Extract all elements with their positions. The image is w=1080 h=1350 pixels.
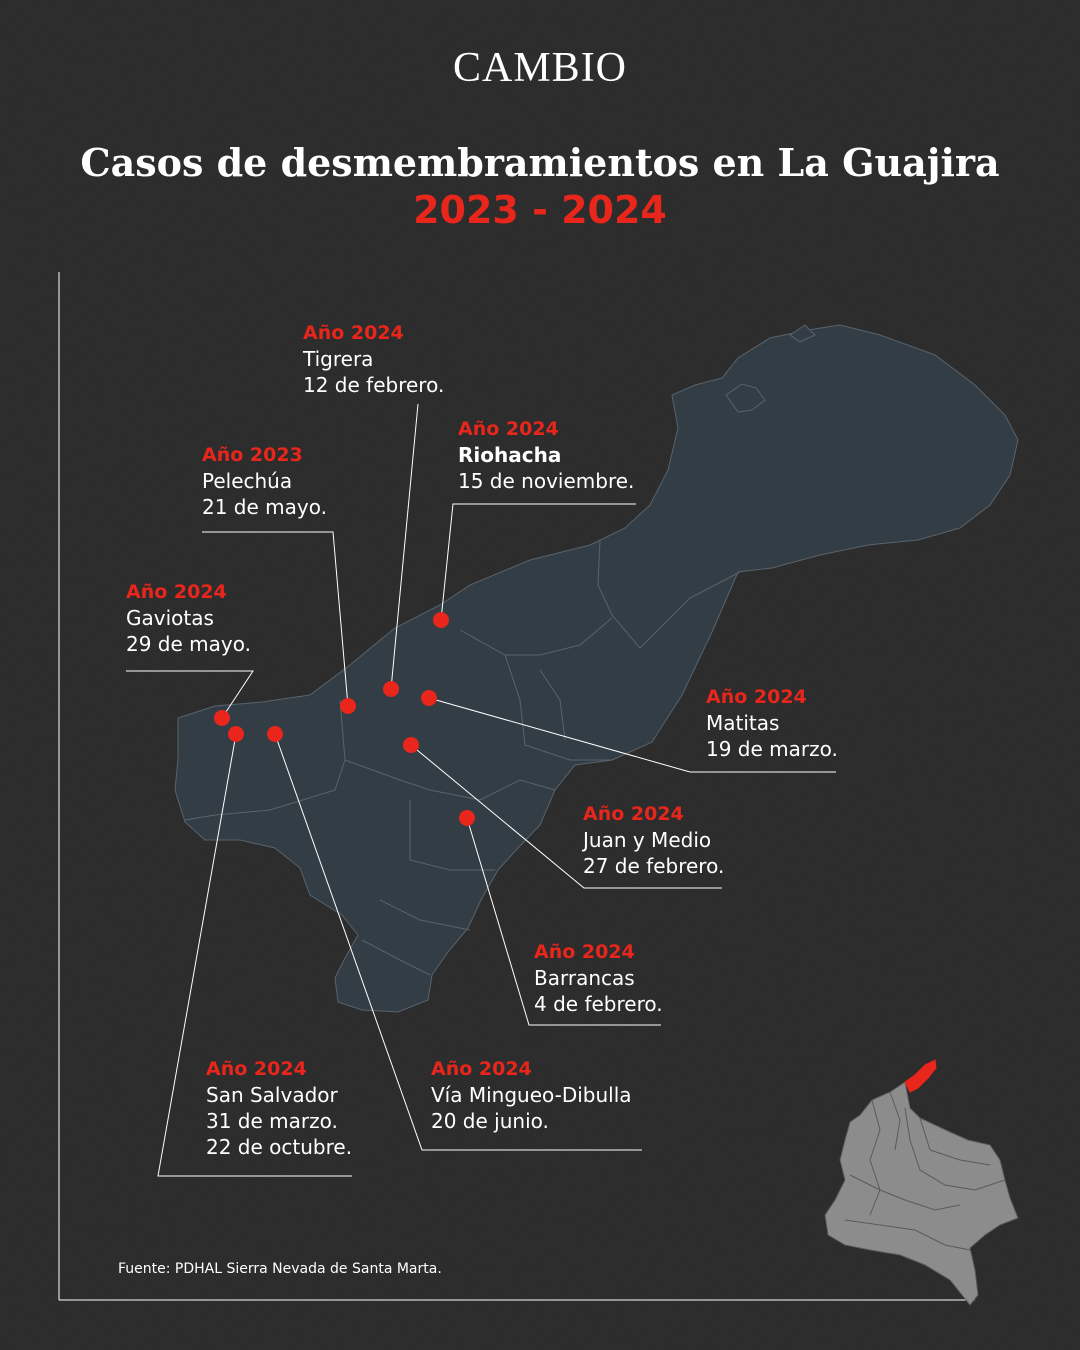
page-title: Casos de desmembramientos en La Guajira <box>80 140 1000 185</box>
case-place: Gaviotas <box>126 606 214 630</box>
case-date: 27 de febrero. <box>583 854 725 878</box>
case-place: San Salvador <box>206 1083 338 1107</box>
case-date: 29 de mayo. <box>126 632 251 656</box>
case-place: Tigrera <box>303 347 374 371</box>
page-subtitle: 2023 - 2024 <box>413 188 667 232</box>
case-year: Año 2024 <box>706 686 807 708</box>
case-label-barrancas <box>534 939 663 1017</box>
case-date: 21 de mayo. <box>202 495 327 519</box>
case-year: Año 2023 <box>202 444 303 466</box>
case-year: Año 2024 <box>126 581 227 603</box>
marker-mingueo <box>267 726 283 742</box>
case-place: Vía Mingueo-Dibulla <box>431 1083 632 1107</box>
colombia-inset-map <box>825 1060 1018 1305</box>
case-year: Año 2024 <box>583 803 684 825</box>
case-place: Juan y Medio <box>583 828 712 852</box>
case-label-matitas <box>706 684 838 762</box>
case-place: Pelechúa <box>202 469 293 493</box>
case-label-pelechua <box>202 442 327 520</box>
case-date: 4 de febrero. <box>534 992 663 1016</box>
case-year: Año 2024 <box>431 1058 532 1080</box>
source-note: Fuente: PDHAL Sierra Nevada de Santa Marta. <box>118 1261 442 1277</box>
case-date: 12 de febrero. <box>303 373 445 397</box>
colombia-shape <box>825 1082 1018 1305</box>
marker-barrancas <box>459 810 475 826</box>
marker-juan-y-medio <box>403 737 419 753</box>
case-date: 22 de octubre. <box>206 1135 353 1159</box>
case-date: 31 de marzo. <box>206 1109 338 1133</box>
case-label-juan-y-medio <box>583 801 724 879</box>
case-date: 15 de noviembre. <box>458 469 635 493</box>
case-place: Matitas <box>706 711 780 735</box>
marker-pelechua <box>340 698 356 714</box>
case-date: 19 de marzo. <box>706 737 838 761</box>
case-label-tigrera <box>303 320 444 398</box>
marker-tigrera <box>383 681 399 697</box>
case-place: Riohacha <box>458 443 562 467</box>
case-year: Año 2024 <box>206 1058 307 1080</box>
case-year: Año 2024 <box>534 941 635 963</box>
case-label-mingueo <box>431 1056 632 1134</box>
case-place: Barrancas <box>534 966 635 990</box>
case-year: Año 2024 <box>458 418 559 440</box>
case-date: 20 de junio. <box>431 1109 549 1133</box>
case-label-gaviotas <box>126 579 251 657</box>
case-label-san-salvador <box>206 1056 352 1160</box>
case-label-riohacha <box>458 416 634 494</box>
marker-matitas <box>421 690 437 706</box>
marker-gaviotas <box>214 710 230 726</box>
guajira-highlight <box>905 1060 936 1092</box>
case-year: Año 2024 <box>303 322 404 344</box>
marker-riohacha <box>433 612 449 628</box>
marker-san-salvador <box>228 726 244 742</box>
brand-logo: CAMBIO <box>452 45 628 91</box>
